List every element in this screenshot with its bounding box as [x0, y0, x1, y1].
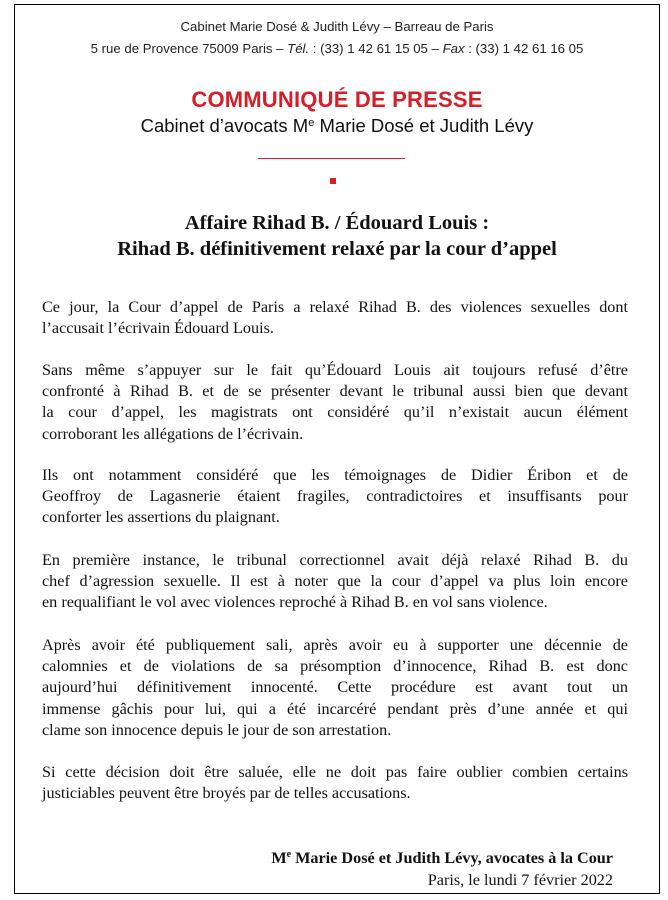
paragraph-line: clame son innocence depuis le jour de son arrestation. — [42, 720, 392, 739]
paragraph-line: l’accusait l’écrivain Édouard Louis. — [42, 319, 274, 338]
paragraph-4 — [42, 550, 628, 614]
letterhead-contact — [15, 41, 659, 56]
paragraph-line: Ils ont notamment considéré que les témoignages de Didier Éribon et de — [42, 466, 628, 484]
paragraph-line: la cour d’appel, les magistrats ont considéré qu’il n’existait aucun élément — [42, 403, 628, 422]
letterhead-address: 5 rue de Provence 75009 Paris – — [90, 41, 288, 56]
paragraph-line: Geoffroy de Lagasnerie étaient fragiles, contradictoires et insuffisants pour — [42, 487, 628, 506]
signature-post: Marie Dosé et Judith Lévy, avocates à la Cour — [291, 849, 613, 867]
paragraph-line: en requalifiant le vol avec violences reproché à Rihad B. en vol sans violence. — [42, 593, 548, 612]
paragraph-line: justiciables peuvent être broyés par de telles accusations. — [42, 784, 411, 803]
affair-heading-line2: Rihad B. définitivement relaxé par la cour d’appel — [117, 238, 557, 260]
fax-label: Fax — [442, 41, 465, 56]
paragraph-5 — [42, 635, 628, 741]
tel-value: : (33) 1 42 61 15 05 – — [309, 41, 443, 56]
paragraph-line: immense gâchis pour lui, qui a été incarcéré pendant près d’une année et qui — [42, 699, 628, 718]
paragraph-2 — [42, 360, 628, 445]
letterhead-firm-text: Cabinet Marie Dosé & Judith Lévy – Barreau de Paris — [180, 19, 494, 34]
red-divider — [258, 158, 405, 159]
signature-pre: M — [271, 849, 287, 867]
paragraph-line: aujourd’hui définitivement innocenté. Cette procédure est avant tout un — [42, 678, 628, 697]
paragraph-line: calomnies et de violations de sa présomption d’innocence, Rihad B. est donc — [42, 657, 628, 676]
paragraph-line: conforter les assertions du plaignant. — [42, 508, 280, 527]
subtitle-pre: Cabinet d’avocats M — [140, 115, 309, 136]
subtitle-sup: e — [308, 117, 315, 129]
paragraph-line: corroborant les allégations de l’écrivain. — [42, 424, 304, 443]
signature-date: Paris, le lundi 7 février 2022 — [427, 871, 613, 889]
press-release-subtitle — [15, 115, 659, 137]
red-square-ornament — [330, 178, 336, 184]
signature-sup: e — [286, 849, 292, 860]
paragraph-line: confronté à Rihad B. et de se présenter devant le tribunal aussi bien que devant — [42, 382, 628, 401]
fax-value: : (33) 1 42 61 16 05 — [464, 41, 584, 56]
paragraph-line: chef d’agression sexuelle. Il est à noter que la cour d’appel va plus loin encore — [42, 572, 628, 591]
paragraph-line: En première instance, le tribunal correctionnel avait déjà relaxé Rihad B. du — [42, 551, 628, 569]
signature-name — [271, 849, 613, 868]
affair-heading-line1: Affaire Rihad B. / Édouard Louis : — [184, 212, 490, 234]
paragraph-1 — [42, 297, 628, 339]
tel-label: Tél. — [287, 41, 310, 56]
paragraph-3 — [42, 465, 628, 529]
paragraph-line: Ce jour, la Cour d’appel de Paris a relaxé Rihad B. des violences sexuelles dont — [42, 298, 628, 316]
letterhead-firm — [15, 19, 659, 34]
press-release-title: COMMUNIQUÉ DE PRESSE — [191, 87, 483, 112]
paragraph-line: Après avoir été publiquement sali, après avoir eu à supporter une décennie de — [42, 636, 628, 654]
subtitle-post: Marie Dosé et Judith Lévy — [314, 115, 534, 136]
press-release-page — [14, 4, 660, 894]
paragraph-line: Si cette décision doit être saluée, elle ne doit pas faire oublier combien certains — [42, 763, 628, 781]
paragraph-6 — [42, 762, 628, 804]
paragraph-line: Sans même s’appuyer sur le fait qu’Édouard Louis ait toujours refusé d’être — [42, 361, 628, 379]
